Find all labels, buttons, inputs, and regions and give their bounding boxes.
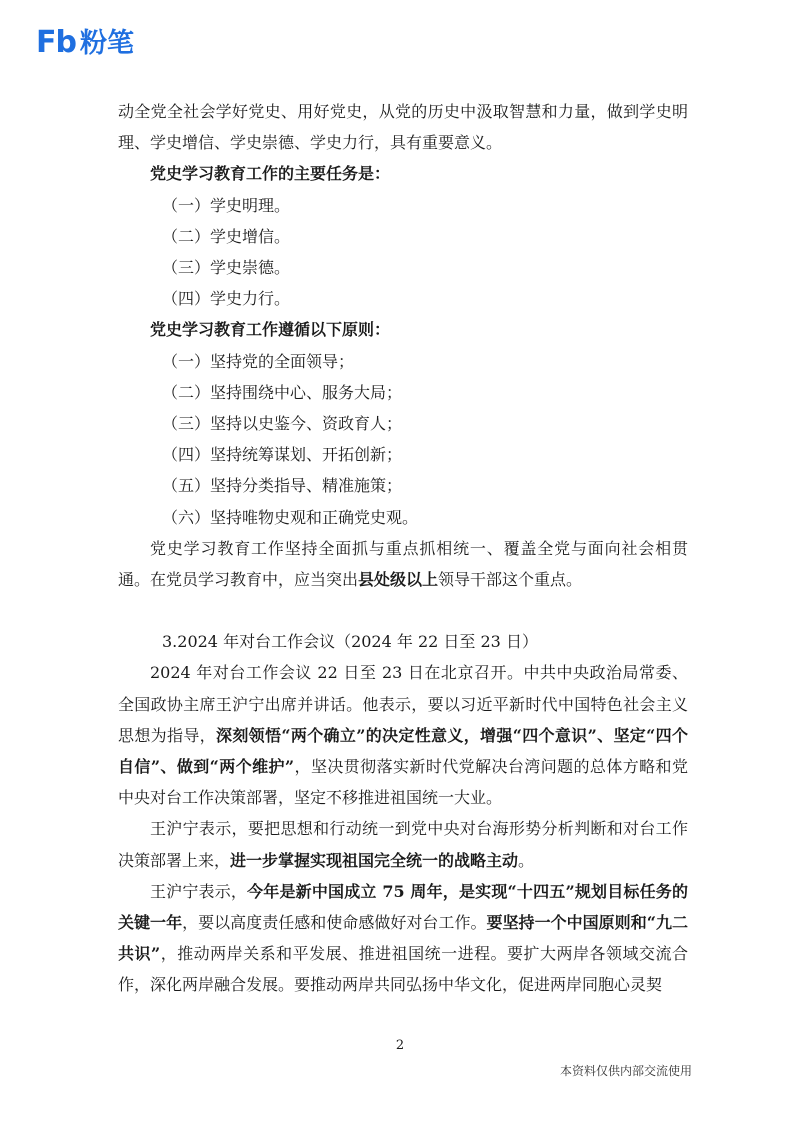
principle-item: （五）坚持分类指导、精准施策； — [162, 476, 403, 496]
page-number: 2 — [395, 1038, 405, 1053]
principle-item: （三）坚持以史鉴今、资政育人； — [162, 414, 403, 434]
section-gap — [118, 595, 688, 626]
section-paragraph: 王沪宁表示，要把思想和行动统一到党中央对台海形势分析判断和对台工作决策部署上来，进一步掌握实现祖国完全统一的战略主动。 — [118, 819, 688, 870]
task-item: （三）学史崇德。 — [162, 258, 291, 278]
principle-item: （二）坚持围绕中心、服务大局； — [162, 382, 403, 402]
tasks-heading: 党史学习教育工作的主要任务是： — [150, 164, 391, 184]
principle-item: （六）坚持唯物史观和正确党史观。 — [162, 507, 419, 527]
principle-item: （四）坚持统筹谋划、开拓创新； — [162, 445, 403, 465]
task-item: （四）学史力行。 — [162, 289, 291, 309]
document-body — [118, 96, 688, 1001]
task-item: （一）学史明理。 — [162, 195, 291, 215]
footer-note: 本资料仅供内部交流使用 — [559, 1064, 692, 1078]
section-paragraph: 王沪宁表示，今年是新中国成立 75 周年，是实现“十四五”规划目标任务的关键一年，要以高度责任感和使命感做好对台工作。要坚持一个中国原则和“九二共识”，推动两岸关系和平发展、推进祖国统一进程。要扩大两岸各领域交流合作，深化两岸融合发展。要推动两岸共同弘扬中华文化，促进两岸同胞心灵契 — [118, 881, 688, 995]
brand-name: 粉笔 — [79, 27, 134, 59]
principle-item: （一）坚持党的全面领导； — [162, 351, 355, 371]
principles-heading: 党史学习教育工作遵循以下原则： — [150, 320, 391, 340]
brand-mark: Fb — [36, 25, 76, 60]
principles-summary: 党史学习教育工作坚持全面抓与重点抓相统一、覆盖全党与面向社会相贯通。在党员学习教育中，应当突出县处级以上领导干部这个重点。 — [118, 538, 688, 590]
task-item: （二）学史增信。 — [162, 226, 291, 246]
section-paragraph: 2024 年对台工作会议 22 日至 23 日在北京召开。中共中央政治局常委、全国政协主席王沪宁出席并讲话。他表示，要以习近平新时代中国特色社会主义思想为指导，深刻领悟“两个确立”的决定性意义，增强“四个意识”、坚定“四个自信”、做到“两个维护”，坚决贯彻落实新时代党解决台湾问题的总体方略和党中央对台工作决策部署，坚定不移推进祖国统一大业。 — [118, 663, 688, 808]
section-title: 3.2024 年对台工作会议（2024 年 22 日至 23 日） — [162, 632, 538, 652]
brand-logo — [36, 25, 134, 60]
intro-paragraph: 动全党全社会学好党史、用好党史，从党的历史中汲取智慧和力量，做到学史明理、学史增信、学史崇德、学史力行，具有重要意义。 — [118, 102, 688, 153]
